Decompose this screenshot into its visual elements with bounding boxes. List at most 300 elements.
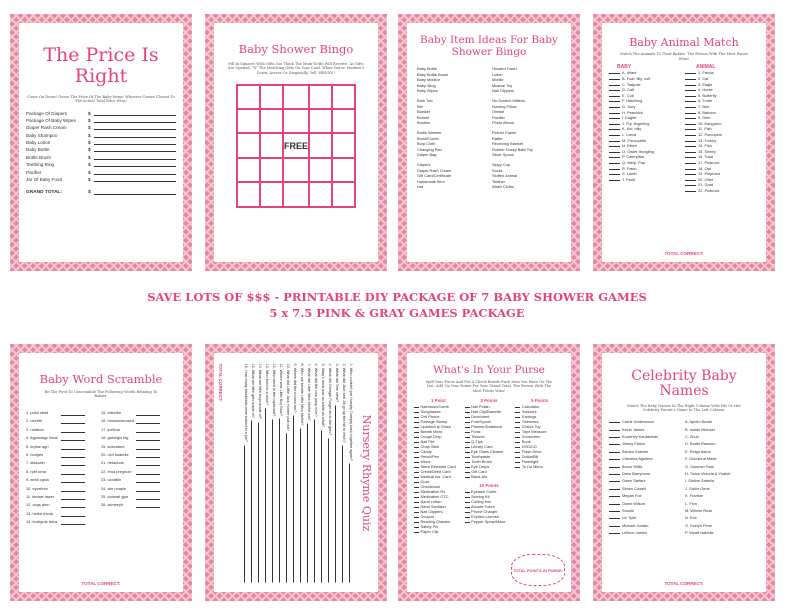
scramble-row: [26, 485, 101, 493]
bingo-free-cell[interactable]: FREE: [283, 133, 309, 157]
celebrity-answer-line[interactable]: [609, 441, 620, 445]
scramble-row: [101, 443, 176, 451]
celebrity-answer-line[interactable]: [609, 434, 620, 438]
bingo-cell[interactable]: [283, 158, 309, 182]
purse-10-points-list: [465, 489, 514, 524]
nursery-answer-line[interactable]: [321, 430, 326, 582]
scramble-word: 8. rpbt orba: [26, 468, 46, 474]
scramble-word: 10. eyorrlreo: [26, 485, 48, 491]
purse-checkbox[interactable]: [414, 434, 419, 438]
bingo-cell[interactable]: [260, 133, 283, 157]
baby-answer-line[interactable]: [609, 93, 620, 97]
purse-item-label: Gum: [420, 478, 429, 484]
bingo-cell[interactable]: [237, 85, 260, 109]
baby-answer-line[interactable]: [609, 138, 620, 142]
purse-checkbox[interactable]: [414, 444, 419, 448]
baby-answer-line[interactable]: [609, 160, 620, 164]
bingo-ideas-sheet: [407, 23, 571, 262]
bingo-idea-item: Burp Cloth: [417, 141, 436, 147]
scramble-left-column: [26, 409, 101, 527]
scramble-answer-line[interactable]: [61, 417, 85, 424]
purse-checkbox[interactable]: [515, 449, 520, 453]
baby-answer-line[interactable]: [609, 98, 620, 102]
bingo-cell[interactable]: [309, 158, 332, 182]
scramble-answer-line[interactable]: [136, 459, 160, 466]
purse-item-label: Medication Rx: [420, 488, 446, 494]
purse-checkbox[interactable]: [465, 404, 470, 408]
bingo-cell[interactable]: [237, 158, 260, 182]
purse-checkbox[interactable]: [414, 424, 419, 428]
nursery-answer-line[interactable]: [265, 408, 270, 582]
celebrity-answer-line[interactable]: [609, 486, 620, 490]
scramble-answer-line[interactable]: [61, 451, 85, 458]
purse-checkbox[interactable]: [465, 459, 470, 463]
purse-checkbox[interactable]: [465, 499, 470, 503]
bingo-cell[interactable]: [260, 85, 283, 109]
purse-checkbox[interactable]: [515, 429, 520, 433]
purse-item-label: Eye Glass Cleaner: [471, 448, 504, 454]
scramble-row: [101, 476, 176, 484]
purse-checkbox[interactable]: [515, 409, 520, 413]
purse-item-label: Cough Drop: [420, 433, 442, 439]
bingo-cell[interactable]: [283, 109, 309, 133]
nursery-quiz-title: Nursery Rhyme Quiz: [360, 414, 373, 531]
price-item-label: Teething Ring: [26, 162, 55, 168]
celebrity-baby-item: [685, 485, 759, 492]
purse-checkbox[interactable]: [515, 414, 520, 418]
bingo-cell[interactable]: [332, 133, 355, 157]
nursery-answer-line[interactable]: [286, 433, 291, 582]
baby-answer-line[interactable]: [609, 166, 620, 170]
celebrity-parent-item: [609, 448, 683, 455]
animal-answer-line[interactable]: [685, 121, 696, 125]
bingo-cell[interactable]: [332, 85, 355, 109]
bingo-card: [205, 14, 387, 271]
scramble-answer-line[interactable]: [61, 443, 85, 450]
price-answer-line[interactable]: [94, 110, 176, 116]
celebrity-answer-line[interactable]: [609, 478, 620, 482]
purse-checkbox[interactable]: [414, 429, 419, 433]
price-item-label: Diaper Rash Cream: [26, 125, 67, 131]
purse-checkbox[interactable]: [465, 514, 470, 518]
celebrity-sheet: [602, 353, 766, 592]
animal-answer-line[interactable]: [685, 98, 696, 102]
purse-checkbox[interactable]: [414, 524, 419, 528]
scramble-answer-line[interactable]: [136, 485, 160, 492]
price-answer-line[interactable]: [94, 169, 176, 175]
bingo-sheet: [214, 23, 378, 262]
animal-answer-line[interactable]: [685, 188, 696, 192]
bingo-idea-item: Baby Sling: [417, 82, 436, 88]
nursery-answer-line[interactable]: [328, 438, 333, 582]
scramble-row: [26, 426, 101, 434]
purse-checkbox[interactable]: [414, 499, 419, 503]
purse-checkbox[interactable]: [414, 519, 419, 523]
baby-answer-line[interactable]: [609, 177, 620, 181]
nursery-question: 16. How many blackbirds were baked in a pie?: [243, 363, 248, 442]
scramble-answer-line[interactable]: [61, 510, 85, 517]
purse-checkbox[interactable]: [465, 469, 470, 473]
animal-answer-line[interactable]: [685, 160, 696, 164]
grand-total-currency: $: [88, 190, 91, 196]
bingo-idea-item: Bib: [417, 103, 423, 109]
baby-animal-label: Q. Welp, Pup: [622, 159, 646, 165]
bingo-idea-item: Gift Card/Certificate: [417, 173, 452, 179]
celebrity-answer-line[interactable]: [609, 419, 620, 423]
baby-animal-label: D. Calf: [622, 87, 634, 93]
celebrity-answer-line[interactable]: [609, 449, 620, 453]
celebrity-parent-label: Simon Cowell: [622, 485, 646, 491]
purse-checkbox[interactable]: [414, 529, 419, 533]
nursery-answer-line[interactable]: [244, 445, 249, 582]
celebrity-parent-item: [609, 492, 683, 499]
baby-animal-label: T. Poult: [622, 176, 635, 182]
nursery-question-row: [328, 363, 335, 582]
nursery-answer-line[interactable]: [258, 422, 263, 582]
baby-animal-label: M. Porcupette: [622, 137, 647, 143]
nursery-question-row: [265, 363, 272, 582]
purse-checkbox[interactable]: [465, 489, 470, 493]
animal-answer-line[interactable]: [685, 177, 696, 181]
price-answer-line[interactable]: [94, 146, 176, 152]
nursery-question-row: [258, 363, 265, 582]
celebrity-baby-item: [685, 463, 759, 470]
word-scramble-title: Baby Word Scramble: [39, 372, 163, 386]
celebrity-answer-line[interactable]: [609, 523, 620, 527]
nursery-answer-line[interactable]: [251, 420, 256, 582]
bingo-cell[interactable]: [237, 109, 260, 133]
celebrity-answer-line[interactable]: [609, 515, 620, 519]
scramble-answer-line[interactable]: [136, 443, 160, 450]
scramble-word: 24. wie nnaple: [101, 485, 127, 491]
celebrity-parent-item: [609, 433, 683, 440]
purse-checkbox[interactable]: [515, 444, 520, 448]
animal-answer-line[interactable]: [685, 87, 696, 91]
purse-item-label: Tweezers: [521, 418, 539, 424]
animal-answer-line[interactable]: [685, 126, 696, 130]
celebrity-baby-label: K. Frankie: [685, 493, 703, 499]
baby-answer-line[interactable]: [609, 87, 620, 91]
scramble-answer-line[interactable]: [136, 451, 160, 458]
price-item-label: Package Of Baby Wipes: [26, 117, 76, 123]
scramble-answer-line[interactable]: [136, 434, 160, 441]
bingo-ideas-card: [398, 14, 580, 271]
baby-answer-line[interactable]: [609, 82, 620, 86]
price-answer-line[interactable]: [94, 117, 176, 123]
celebrity-baby-item: [685, 418, 759, 425]
bingo-cell[interactable]: [237, 182, 260, 206]
purse-checkbox[interactable]: [465, 519, 470, 523]
purse-item-label: Eyelash Curler: [471, 488, 497, 494]
purse-checkbox[interactable]: [414, 484, 419, 488]
price-item-row: [26, 167, 176, 174]
purse-checkbox[interactable]: [465, 509, 470, 513]
purse-checkbox[interactable]: [515, 424, 520, 428]
animal-answer-line[interactable]: [685, 138, 696, 142]
animal-answer-line[interactable]: [685, 154, 696, 158]
scramble-answer-line[interactable]: [61, 501, 85, 508]
purse-item-label: Library Card: [471, 443, 493, 449]
purse-checkbox[interactable]: [414, 454, 419, 458]
bingo-ideas-group: [417, 98, 486, 126]
scramble-answer-line[interactable]: [136, 501, 160, 508]
purse-checkbox[interactable]: [414, 494, 419, 498]
purse-checkbox[interactable]: [465, 449, 470, 453]
scramble-answer-line[interactable]: [136, 409, 160, 416]
bingo-cell[interactable]: [309, 133, 332, 157]
scramble-answer-line[interactable]: [136, 476, 160, 483]
purse-checkbox[interactable]: [515, 464, 520, 468]
animal-answer-line[interactable]: [685, 110, 696, 114]
nursery-answer-line[interactable]: [307, 423, 312, 582]
baby-answer-line[interactable]: [609, 110, 620, 114]
celebrity-answer-line[interactable]: [609, 471, 620, 475]
purse-checkbox[interactable]: [465, 414, 470, 418]
baby-answer-line[interactable]: [609, 132, 620, 136]
bingo-ideas-left-column: [417, 66, 486, 194]
bingo-idea-item: Hooded Towel: [492, 66, 517, 72]
purse-checkbox[interactable]: [414, 509, 419, 513]
bingo-idea-item: Mobile: [492, 77, 504, 83]
nursery-answer-line[interactable]: [279, 418, 284, 582]
celebrity-parent-label: Snooki: [622, 508, 634, 513]
bingo-idea-item: Diapers: [417, 162, 431, 167]
baby-answer-line[interactable]: [609, 70, 620, 74]
purse-checkbox[interactable]: [414, 409, 419, 413]
bingo-cell[interactable]: [283, 85, 309, 109]
animal-answer-line[interactable]: [685, 70, 696, 74]
animal-answer-line[interactable]: [685, 82, 696, 86]
purse-checkbox[interactable]: [414, 439, 419, 443]
nursery-quiz-card: [205, 344, 387, 601]
baby-answer-line[interactable]: [609, 154, 620, 158]
purse-checkbox[interactable]: [465, 419, 470, 423]
celebrity-parent-label: Michael Jordan: [622, 522, 649, 528]
animal-answer-line[interactable]: [685, 171, 696, 175]
bingo-cell[interactable]: [332, 109, 355, 133]
purse-item-label: Store Rewards Card: [420, 463, 456, 469]
scramble-answer-line[interactable]: [61, 476, 85, 483]
scramble-answer-line[interactable]: [61, 518, 85, 525]
purse-checkbox[interactable]: [465, 474, 470, 478]
purse-checkbox[interactable]: [465, 494, 470, 498]
scramble-row: [26, 417, 101, 425]
animal-answer-line[interactable]: [685, 93, 696, 97]
celebrity-answer-line[interactable]: [609, 530, 620, 534]
celebrity-answer-line[interactable]: [609, 493, 620, 497]
nursery-question-row: [314, 363, 321, 582]
nursery-answer-line[interactable]: [349, 463, 354, 582]
purse-item-label: To Do Menu: [521, 463, 543, 469]
scramble-answer-line[interactable]: [61, 493, 85, 500]
purse-checkbox[interactable]: [515, 404, 520, 408]
bingo-cell[interactable]: [332, 182, 355, 206]
adult-animal-label: 1. Panda: [698, 70, 714, 76]
purse-checkbox[interactable]: [414, 474, 419, 478]
animal-match-instructions: Match The Animals To Their Babies. The Person With The Most Points Wins!: [620, 52, 748, 61]
scramble-word: 18. gahnlgio blg: [101, 435, 129, 441]
scramble-answer-line[interactable]: [61, 459, 85, 466]
price-currency: $: [88, 110, 91, 116]
nursery-answer-line[interactable]: [335, 405, 340, 582]
celebrity-answer-line[interactable]: [609, 501, 620, 505]
purse-checkbox[interactable]: [515, 454, 520, 458]
bingo-cell[interactable]: [237, 133, 260, 157]
bingo-idea-item: Teether: [492, 178, 505, 184]
animal-answer-line[interactable]: [685, 149, 696, 153]
bingo-cell[interactable]: [260, 182, 283, 206]
animal-answer-line[interactable]: [685, 166, 696, 170]
celebrity-answer-line[interactable]: [609, 427, 620, 431]
baby-answer-line[interactable]: [609, 121, 620, 125]
grand-total-row: [26, 188, 176, 195]
purse-item-label: Planner/Datebook: [471, 423, 503, 429]
celebrity-baby-item: [685, 455, 759, 462]
purse-item-label: Toothpaste: [471, 453, 491, 459]
baby-animal-label: F. Hatchling: [622, 98, 643, 104]
purse-checkbox[interactable]: [465, 464, 470, 468]
purse-checkbox[interactable]: [515, 459, 520, 463]
baby-animal-label: R. Fawn: [622, 165, 637, 171]
purse-checkbox[interactable]: [465, 504, 470, 508]
nursery-question-row: [307, 363, 314, 582]
purse-total-burst: TOTAL POINTS IN PURSE:: [511, 554, 565, 586]
scramble-answer-line[interactable]: [61, 409, 85, 416]
animal-answer-line[interactable]: [685, 104, 696, 108]
celebrity-parent-item: [609, 463, 683, 470]
purse-item-label: Reading Glasses: [420, 518, 451, 524]
scramble-word: 16. hmsoonsnosed: [101, 418, 134, 424]
purse-checkbox[interactable]: [414, 419, 419, 423]
bingo-idea-item: Brush/Comb: [417, 135, 439, 141]
scramble-word: 14. bodrgmk brica: [26, 519, 58, 525]
bingo-grid: [236, 84, 356, 208]
purse-checkbox[interactable]: [465, 434, 470, 438]
scramble-answer-line[interactable]: [61, 426, 85, 433]
bingo-idea-item: Blanket: [417, 109, 430, 115]
bingo-cell[interactable]: [309, 182, 332, 206]
scramble-answer-line[interactable]: [136, 426, 160, 433]
purse-checkbox[interactable]: [414, 414, 419, 418]
celebrity-answer-line[interactable]: [609, 508, 620, 512]
purse-checkbox[interactable]: [515, 434, 520, 438]
baby-answer-line[interactable]: [609, 171, 620, 175]
nursery-answer-line[interactable]: [300, 428, 305, 582]
scramble-answer-line[interactable]: [61, 468, 85, 475]
purse-checkbox[interactable]: [465, 454, 470, 458]
bingo-idea-item: Photo Album: [492, 120, 515, 126]
bingo-cell[interactable]: [309, 109, 332, 133]
animal-answer-line[interactable]: [685, 143, 696, 147]
purse-checkbox[interactable]: [414, 449, 419, 453]
adult-animal-label: 19. Elephant: [698, 171, 720, 177]
purse-checkbox[interactable]: [414, 479, 419, 483]
purse-checkbox[interactable]: [465, 439, 470, 443]
baby-answer-line[interactable]: [609, 149, 620, 153]
purse-item-label: Sunscreen: [521, 433, 541, 439]
purse-checkbox[interactable]: [414, 404, 419, 408]
word-scramble-total: TOTAL CORRECT:: [81, 581, 121, 586]
nursery-answer-line[interactable]: [293, 415, 298, 582]
bingo-idea-item: Wash Cloths: [492, 184, 514, 190]
purse-checkbox[interactable]: [515, 439, 520, 443]
animal-answer-line[interactable]: [685, 115, 696, 119]
purse-checkbox[interactable]: [465, 409, 470, 413]
purse-checkbox[interactable]: [465, 424, 470, 428]
purse-checkbox[interactable]: [414, 459, 419, 463]
scramble-answer-line[interactable]: [61, 434, 85, 441]
scramble-word: 26. alvneeyir: [101, 502, 124, 508]
bingo-cell[interactable]: [260, 158, 283, 182]
scramble-word: 11. bedwe lawer: [26, 494, 55, 500]
animal-answer-line[interactable]: [685, 132, 696, 136]
nursery-answer-line[interactable]: [342, 445, 347, 582]
baby-answer-line[interactable]: [609, 76, 620, 80]
bingo-cell[interactable]: [283, 182, 309, 206]
purse-checkbox[interactable]: [414, 469, 419, 473]
celebrity-parent-label: Megan Fox: [622, 493, 642, 499]
celebrity-answer-line[interactable]: [609, 456, 620, 460]
bingo-cell[interactable]: [332, 158, 355, 182]
scramble-word: 2. oeerlth: [26, 418, 43, 424]
bingo-cell[interactable]: [260, 109, 283, 133]
bingo-idea-item: Baby Wipes: [417, 88, 438, 94]
celebrity-parent-label: Drew Barrymore: [622, 470, 651, 476]
price-answer-line[interactable]: [94, 154, 176, 160]
scramble-answer-line[interactable]: [136, 468, 160, 475]
nursery-answer-line[interactable]: [314, 419, 319, 582]
purse-item-label: Expired License: [471, 513, 499, 519]
bingo-idea-item: Changing Pad: [417, 146, 442, 152]
purse-checkbox[interactable]: [414, 489, 419, 493]
purse-checkbox[interactable]: [465, 444, 470, 448]
baby-answer-line[interactable]: [609, 115, 620, 119]
nursery-question: 8. Who sat beside Little Miss Muffet?: [299, 363, 304, 425]
baby-answer-line[interactable]: [609, 143, 620, 147]
celebrity-answer-line[interactable]: [609, 464, 620, 468]
bingo-cell[interactable]: [309, 85, 332, 109]
scramble-answer-line[interactable]: [136, 493, 160, 500]
scramble-row: [26, 476, 101, 484]
purse-checkbox[interactable]: [414, 514, 419, 518]
banner-line-2: 5 x 7.5 PINK & GRAY GAMES PACKAGE: [269, 306, 525, 320]
scramble-answer-line[interactable]: [136, 417, 160, 424]
celebrity-baby-label: O. Evelyn Penn: [685, 522, 713, 528]
purse-checkbox[interactable]: [414, 504, 419, 508]
animal-answer-line[interactable]: [685, 182, 696, 186]
nursery-question: 11. Where was Little Boy Blue?: [278, 363, 283, 416]
scramble-answer-line[interactable]: [61, 485, 85, 492]
price-answer-line[interactable]: [94, 132, 176, 138]
nursery-question: 1. Who couldn't put Humpty Dumpty back together again?: [348, 363, 353, 461]
purse-checkbox[interactable]: [515, 419, 520, 423]
purse-checkbox[interactable]: [414, 464, 419, 468]
price-answer-line[interactable]: [94, 139, 176, 145]
price-currency: $: [88, 162, 91, 168]
price-answer-line[interactable]: [94, 176, 176, 182]
nursery-question-row: [279, 363, 286, 582]
price-answer-line[interactable]: [94, 161, 176, 167]
nursery-answer-line[interactable]: [272, 419, 277, 582]
price-answer-line[interactable]: [94, 124, 176, 130]
price-currency: $: [88, 132, 91, 138]
baby-answer-line[interactable]: [609, 104, 620, 108]
celebrity-parent-item: [609, 455, 683, 462]
adult-animal-label: 10. Kangaroo: [698, 120, 722, 126]
animal-answer-line[interactable]: [685, 76, 696, 80]
baby-answer-line[interactable]: [609, 126, 620, 130]
purse-checkbox[interactable]: [465, 429, 470, 433]
